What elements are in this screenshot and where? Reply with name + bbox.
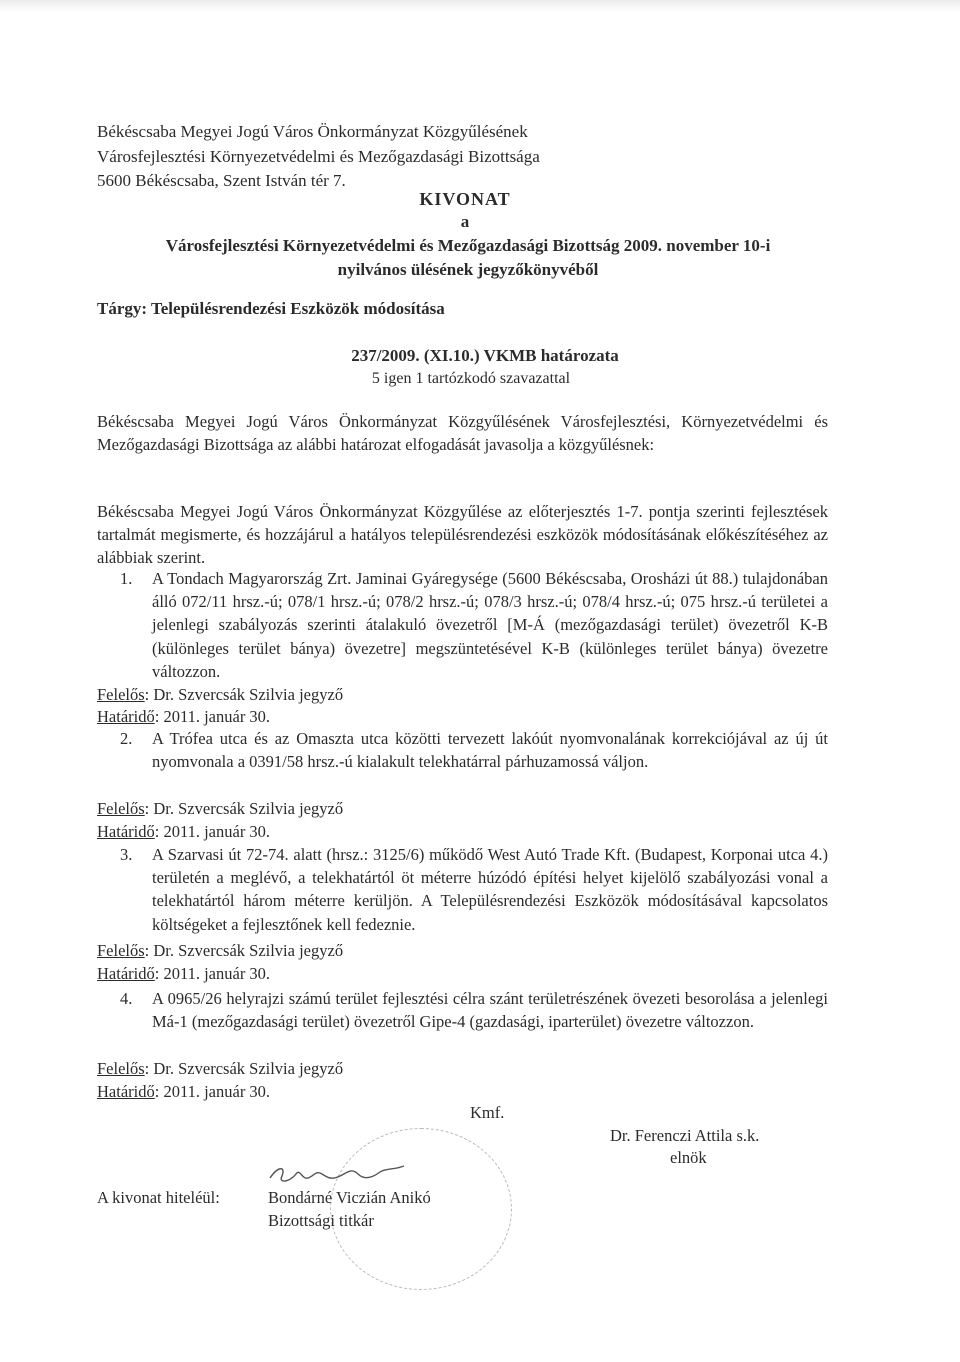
secretary-title: Bizottsági titkár bbox=[268, 1211, 374, 1230]
hatarido-value: : 2011. január 30. bbox=[154, 964, 271, 983]
item-4-text: A 0965/26 helyrajzi számú terület fejlesztési célra szánt területrészének övezeti besorolása a jelenlegi Má-1 (mezőgazdasági terület) övezetről Gipe-4 (gazdasági, iparterület) övezetre változzon. bbox=[152, 989, 828, 1032]
felelos-label: Felelős bbox=[97, 685, 145, 704]
item-1-hatarido bbox=[97, 705, 270, 728]
item-3-number: 3. bbox=[120, 845, 133, 864]
resolution-number: 237/2009. (XI.10.) VKMB határozata bbox=[351, 346, 619, 365]
header-line-3: 5600 Békéscsaba, Szent István tér 7. bbox=[97, 171, 346, 190]
hatarido-label: Határidő bbox=[97, 707, 155, 726]
item-2-number: 2. bbox=[120, 729, 133, 748]
kmf-label: Kmf. bbox=[470, 1103, 505, 1122]
chair-name: Dr. Ferenczi Attila s.k. bbox=[610, 1126, 760, 1145]
item-1-number: 1. bbox=[120, 569, 133, 588]
item-4-hatarido bbox=[97, 1080, 270, 1103]
header-line-1: Békéscsaba Megyei Jogú Város Önkormányzat Közgyűlésének bbox=[97, 122, 528, 141]
hatarido-value: : 2011. január 30. bbox=[154, 822, 271, 841]
item-4-felelos bbox=[97, 1057, 343, 1080]
felelos-label: Felelős bbox=[97, 799, 145, 818]
felelos-value: : Dr. Szvercsák Szilvia jegyző bbox=[144, 799, 344, 818]
item-4-number: 4. bbox=[120, 989, 133, 1008]
item-3-felelos bbox=[97, 939, 343, 962]
item-2-text: A Trófea utca és az Omaszta utca közötti tervezett lakóút nyomvonalának korrekciójával az új út nyomvonala a 0391/58 hrsz.-ú kialakult telekhatárral párhuzamossá váljon. bbox=[152, 729, 828, 772]
title-line-1: Városfejlesztési Környezetvédelmi és Mezőgazdasági Bizottság 2009. november 10-i bbox=[165, 236, 771, 255]
hatarido-value: : 2011. január 30. bbox=[154, 707, 271, 726]
document-title: KIVONAT bbox=[419, 189, 511, 209]
item-1-text: A Tondach Magyarország Zrt. Jaminai Gyáregysége (5600 Békéscsaba, Orosházi út 88.) tulajdonában álló 072/11 hrsz.-ú; 078/1 hrsz.-ú; 078/2 hrsz.-ú; 078/3 hrsz.-ú; 078/4 hrsz.-ú; 075 hrsz.-ú területei a jelenlegi szabályozás szerinti átalakuló övezetről [M-Á (mezőgazdasági terület) övezetről K-B (különleges terület bánya) övezetre] megszüntetésével K-B (különleges terület bánya) övezetre változzon. bbox=[152, 569, 828, 681]
certified-label: A kivonat hiteléül: bbox=[97, 1188, 220, 1207]
chair-title: elnök bbox=[670, 1148, 707, 1167]
felelos-label: Felelős bbox=[97, 1059, 145, 1078]
felelos-label: Felelős bbox=[97, 941, 145, 960]
hatarido-label: Határidő bbox=[97, 1082, 155, 1101]
title-article: a bbox=[460, 212, 470, 231]
decision-paragraph: Békéscsaba Megyei Jogú Város Önkormányzat Közgyűlése az előterjesztés 1-7. pontja szerinti fejlesztések tartalmát megismerte, és hozzájárul a hatályos településrendezési eszközök módosításának előkészítéséhez az alábbiak szerint. bbox=[97, 502, 828, 568]
felelos-value: : Dr. Szvercsák Szilvia jegyző bbox=[144, 685, 344, 704]
header-line-2: Városfejlesztési Környezetvédelmi és Mezőgazdasági Bizottsága bbox=[97, 147, 540, 166]
item-3-hatarido bbox=[97, 962, 270, 985]
item-3-text: A Szarvasi út 72-74. alatt (hrsz.: 3125/6) működő West Autó Trade Kft. (Budapest, Korponai utca 4.) területén a meglévő, a telekhatártól öt méterre húzódó építési helyet kijelölő szabályozási vonal a telekhatártól három méterre kerüljön. A Településrendezési Eszközök módosításával kapcsolatos költségeket a fejlesztőnek kell fedeznie. bbox=[152, 845, 828, 934]
resolution-vote: 5 igen 1 tartózkodó szavazattal bbox=[371, 370, 571, 387]
item-2-hatarido bbox=[97, 820, 270, 843]
hatarido-value: : 2011. január 30. bbox=[154, 1082, 271, 1101]
intro-paragraph: Békéscsaba Megyei Jogú Város Önkormányzat Közgyűlésének Városfejlesztési, Környezetvédelmi és Mezőgazdasági Bizottsága az alábbi határozat elfogadását javasolja a közgyűlésnek: bbox=[97, 412, 828, 455]
felelos-value: : Dr. Szvercsák Szilvia jegyző bbox=[144, 941, 344, 960]
item-1-felelos bbox=[97, 683, 343, 706]
secretary-name: Bondárné Viczián Anikó bbox=[268, 1188, 431, 1207]
hatarido-label: Határidő bbox=[97, 822, 155, 841]
hatarido-label: Határidő bbox=[97, 964, 155, 983]
title-line-2: nyilvános ülésének jegyzőkönyvéből bbox=[337, 260, 599, 279]
subject-line: Tárgy: Településrendezési Eszközök módosítása bbox=[97, 299, 445, 318]
item-2-felelos bbox=[97, 797, 343, 820]
felelos-value: : Dr. Szvercsák Szilvia jegyző bbox=[144, 1059, 344, 1078]
